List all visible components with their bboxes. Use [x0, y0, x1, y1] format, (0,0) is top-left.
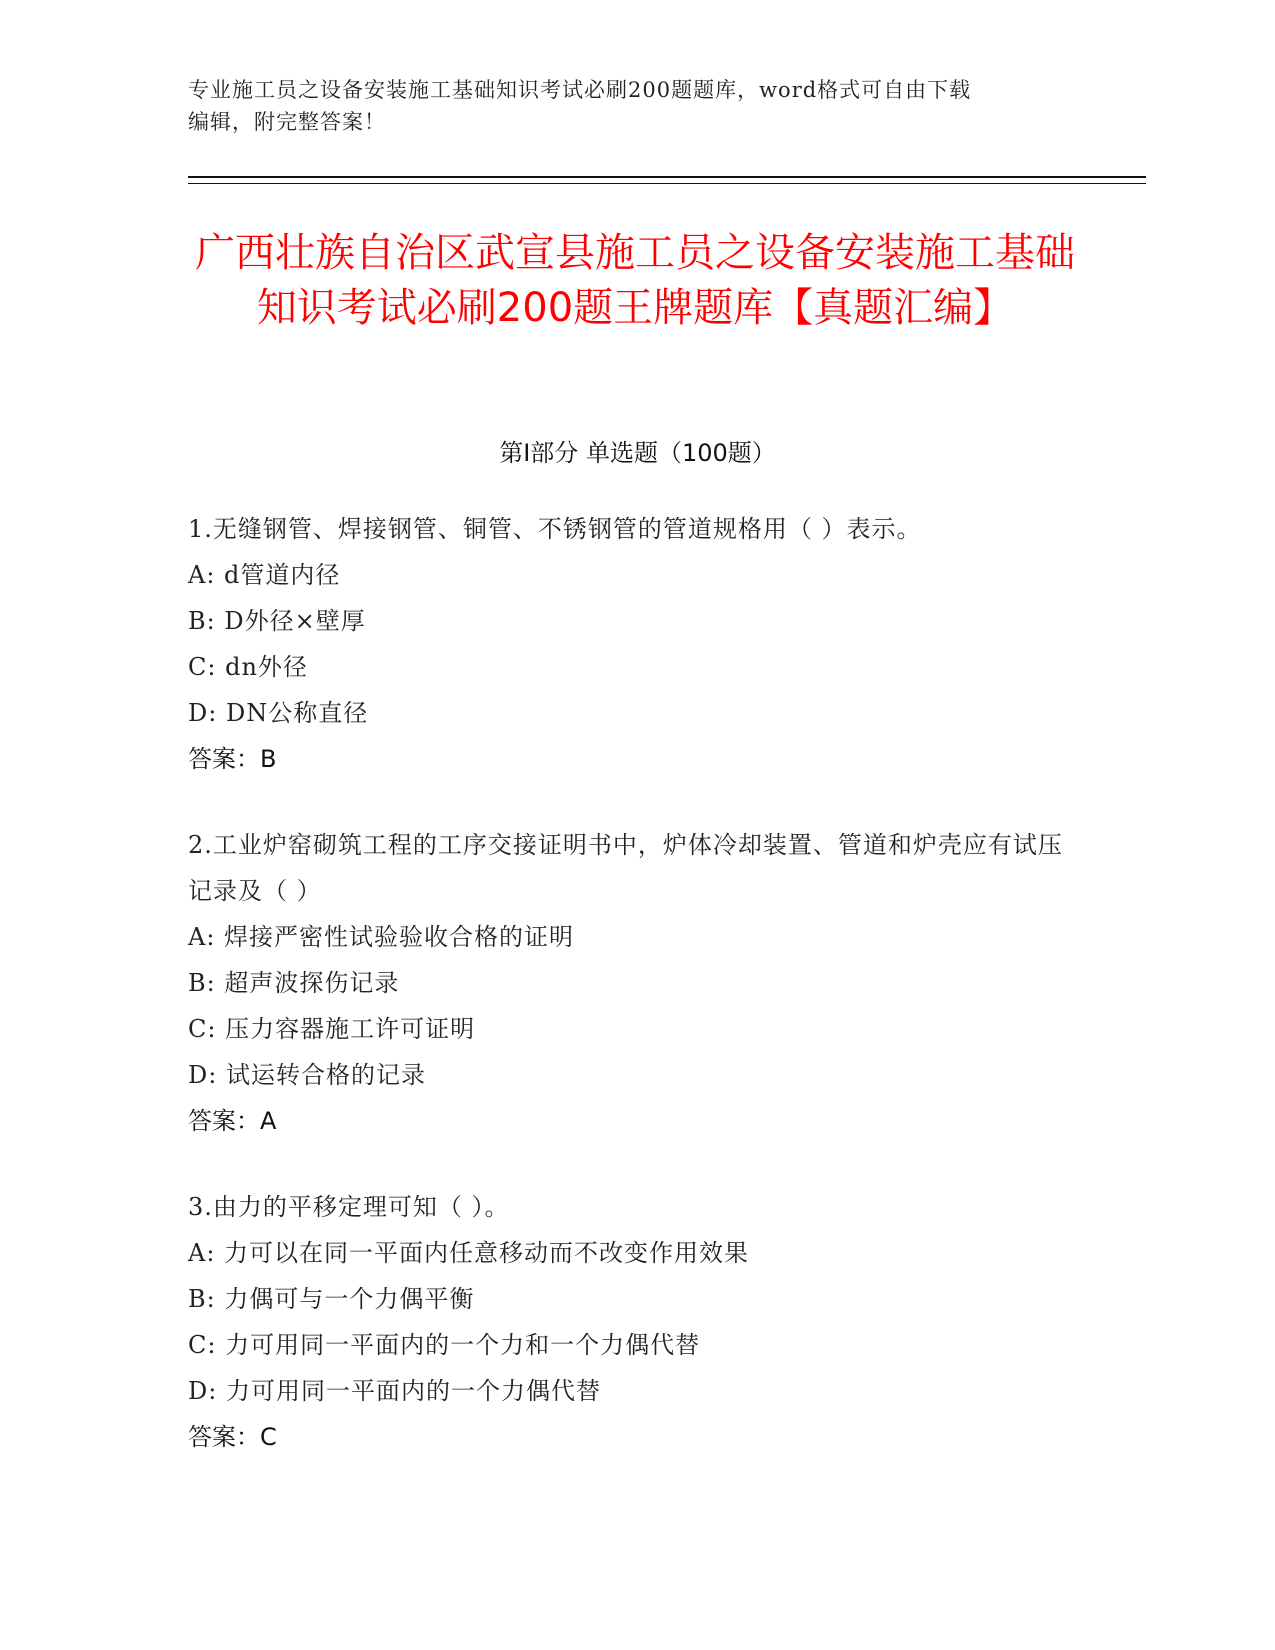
option-d: D: 试运转合格的记录: [188, 1061, 426, 1089]
option-b: B: 超声波探伤记录: [188, 969, 400, 997]
question-stem: 2.工业炉窑砌筑工程的工序交接证明书中，炉体冷却装置、管道和炉壳应有试压记录及（ ）: [188, 831, 1063, 905]
answer: 答案：A: [188, 1107, 277, 1135]
header-divider-thin: [188, 183, 1146, 184]
section-title: 第I部分 单选题（100题）: [499, 439, 776, 467]
answer: 答案：C: [188, 1423, 277, 1451]
option-b: B: 力偶可与一个力偶平衡: [188, 1285, 475, 1313]
question-1: [188, 506, 1068, 782]
header-divider-thick: [188, 176, 1146, 178]
header-note-line-2: 编辑，附完整答案！: [188, 110, 386, 134]
option-d: D: DN公称直径: [188, 699, 369, 727]
option-d: D: 力可用同一平面内的一个力偶代替: [188, 1377, 601, 1405]
question-2: [188, 822, 1068, 1144]
question-stem: 3.由力的平移定理可知（ ）。: [188, 1193, 510, 1221]
option-b: B: D外径×壁厚: [188, 607, 366, 635]
option-c: C: 力可用同一平面内的一个力和一个力偶代替: [188, 1331, 701, 1359]
option-c: C: 压力容器施工许可证明: [188, 1015, 476, 1043]
header-note: [188, 74, 1068, 138]
option-a: A: 焊接严密性试验验收合格的证明: [188, 923, 575, 951]
header-note-line-1: 专业施工员之设备安装施工基础知识考试必刷200题题库，word格式可自由下载: [188, 78, 972, 102]
option-a: A: d管道内径: [188, 561, 341, 589]
question-3: [188, 1184, 1068, 1460]
question-stem: 1.无缝钢管、焊接钢管、铜管、不锈钢管的管道规格用（ ）表示。: [188, 515, 922, 543]
answer: 答案：B: [188, 745, 277, 773]
option-a: A: 力可以在同一平面内任意移动而不改变作用效果: [188, 1239, 750, 1267]
document-title: 广西壮族自治区武宣县施工员之设备安装施工基础知识考试必刷200题王牌题库【真题汇编】: [195, 230, 1075, 331]
option-c: C: dn外径: [188, 653, 308, 681]
